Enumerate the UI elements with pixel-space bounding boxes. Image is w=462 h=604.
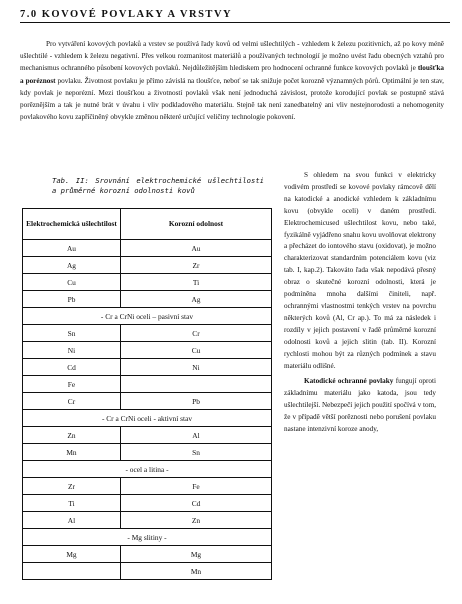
table-row	[23, 342, 272, 359]
corrosion-cell: Mn	[121, 563, 272, 580]
table-row	[23, 393, 272, 410]
table-row	[23, 563, 272, 580]
electrochemical-cell: Cd	[23, 359, 121, 376]
intro-paragraph	[20, 38, 444, 123]
corrosion-cell: Ti	[121, 274, 272, 291]
electrochemical-cell: Ag	[23, 257, 121, 274]
right-paragraph-1: S ohledem na svou funkci v elektricky vodivém prostředí se kovové povlaky rámcově dělí na katodické a anodické vzhledem k základnímu kovu (obvykle oceli) v daném prostředí. Elektrochemicused ušlechtilost kovu, nebo také, fyzikálně vyjádřeno snahu kovu uvolňovat elektrony a přecházet do iontového stavu (oxidovat), je možno charakterizovat standardním potenciálem kovu (viz tab. I, kap.2). Takováto řada však nepodává přesný obraz o skutečné korozní odolnosti, která je podmíněna mnoha dalšími činiteli, např. ochrannými vlastnostmi tenkých vrstev na povrchu některých kovů (Al, Cr ap.). To má za následek i rozdíly v jejich postavení v řadě průměrné korozní odolnosti kovů a jejich slitin (tab. II). Korozní rychlosti mohou být za různých podmínek a stavu materiálu odlišné.	[284, 171, 436, 370]
corrosion-cell: Pb	[121, 393, 272, 410]
electrochemical-cell: Au	[23, 240, 121, 257]
cathodic-coatings-term: Katodické ochranné povlaky	[304, 377, 394, 386]
comparison-table	[22, 208, 272, 580]
corrosion-cell: Ag	[121, 291, 272, 308]
table-row	[23, 461, 272, 478]
electrochemical-cell: Fe	[23, 376, 121, 393]
corrosion-cell	[121, 376, 272, 393]
table-group-label: - Mg slitiny -	[23, 529, 272, 546]
corrosion-cell: Cu	[121, 342, 272, 359]
electrochemical-cell: Al	[23, 512, 121, 529]
corrosion-cell: Al	[121, 427, 272, 444]
table-row	[23, 444, 272, 461]
corrosion-cell: Sn	[121, 444, 272, 461]
corrosion-cell: Ni	[121, 359, 272, 376]
intro-text-start: Pro vytváření kovových povlaků a vrstev se používá řady kovů od velmi ušlechtilých - vzhledem k železu pozitivních, až po kovy méně ušlechtilé - vzhledem k železu negativní. Přes velkou rozmanitost materiálů a používaných technologií je možno uvést řadu obecných vztahů pro mechanismus ochranného působení kovových povlaků. Nejdůležitějším hlediskem pro hodnocení ochranné funkce kovových povlaků je	[20, 40, 444, 73]
electrochemical-cell: Cu	[23, 274, 121, 291]
electrochemical-cell: Pb	[23, 291, 121, 308]
table-row	[23, 427, 272, 444]
electrochemical-cell: Sn	[23, 325, 121, 342]
table-row	[23, 325, 272, 342]
table-row	[23, 308, 272, 325]
table-row	[23, 478, 272, 495]
electrochemical-cell: Ti	[23, 495, 121, 512]
table-caption: Tab. II: Srovnání elektrochemické ušlechtilosti a průměrné korozní odolnosti kovů	[52, 176, 264, 195]
corrosion-cell: Fe	[121, 478, 272, 495]
table-row	[23, 410, 272, 427]
table-row	[23, 376, 272, 393]
electrochemical-cell: Zn	[23, 427, 121, 444]
table-row	[23, 240, 272, 257]
table-row	[23, 257, 272, 274]
intro-bold-term: tloušťka a poréznost	[20, 64, 444, 85]
table-row	[23, 359, 272, 376]
table-group-label: - ocel a litina -	[23, 461, 272, 478]
table-header-row	[23, 209, 272, 240]
table-row	[23, 291, 272, 308]
electrochemical-cell: Ni	[23, 342, 121, 359]
table-group-label: - Cr a CrNi oceli - aktivní stav	[23, 410, 272, 427]
electrochemical-cell: Cr	[23, 393, 121, 410]
corrosion-cell: Zr	[121, 257, 272, 274]
table-row	[23, 274, 272, 291]
corrosion-cell: Cd	[121, 495, 272, 512]
table-body	[23, 240, 272, 580]
right-column	[284, 170, 436, 436]
electrochemical-cell: Zr	[23, 478, 121, 495]
table-row	[23, 495, 272, 512]
corrosion-cell: Cr	[121, 325, 272, 342]
corrosion-cell: Au	[121, 240, 272, 257]
right-paragraph-2	[284, 376, 436, 436]
header-electrochemical: Elektrochemická ušlechtilost	[23, 209, 121, 240]
electrochemical-cell	[23, 563, 121, 580]
header-corrosion-resistance: Korozní odolnost	[121, 209, 272, 240]
table-group-label: - Cr a CrNi oceli – pasivní stav	[23, 308, 272, 325]
intro-text-end: povlaku. Životnost povlaku je přímo závislá na tloušťce, neboť se tak snižuje počet korozně významných pórů. Optimální je ten stav, kdy povlak je neporézní. Mezi tloušťkou a životností povlaků však není jednoduchá závislost, protože korodující povlak se postupně stává porěznějším a tak je nutné brát v úvahu i vliv podkladového materiálu. Stejně tak není zanedbatelný ani vliv nestejnorodosti a nehomogenity povlakového kovu zapříčiněný obvykle změnou některé určující veličiny technologie pokovení.	[20, 76, 444, 122]
corrosion-cell: Zn	[121, 512, 272, 529]
table-row	[23, 512, 272, 529]
table-row	[23, 546, 272, 563]
section-heading: 7.0 KOVOVÉ POVLAKY A VRSTVY	[20, 9, 450, 23]
corrosion-cell: Mg	[121, 546, 272, 563]
electrochemical-cell: Mg	[23, 546, 121, 563]
right-paragraph-2-text: fungují oproti základnímu materiálu jako katoda, jsou tedy ušlechtilejší. Nebezpečí jejich použití spočívá v tom, že v případě větší porěznosti nebo porušení povlaku nastane intenzivní koroze anody,	[284, 377, 436, 434]
electrochemical-cell: Mn	[23, 444, 121, 461]
table-row	[23, 529, 272, 546]
